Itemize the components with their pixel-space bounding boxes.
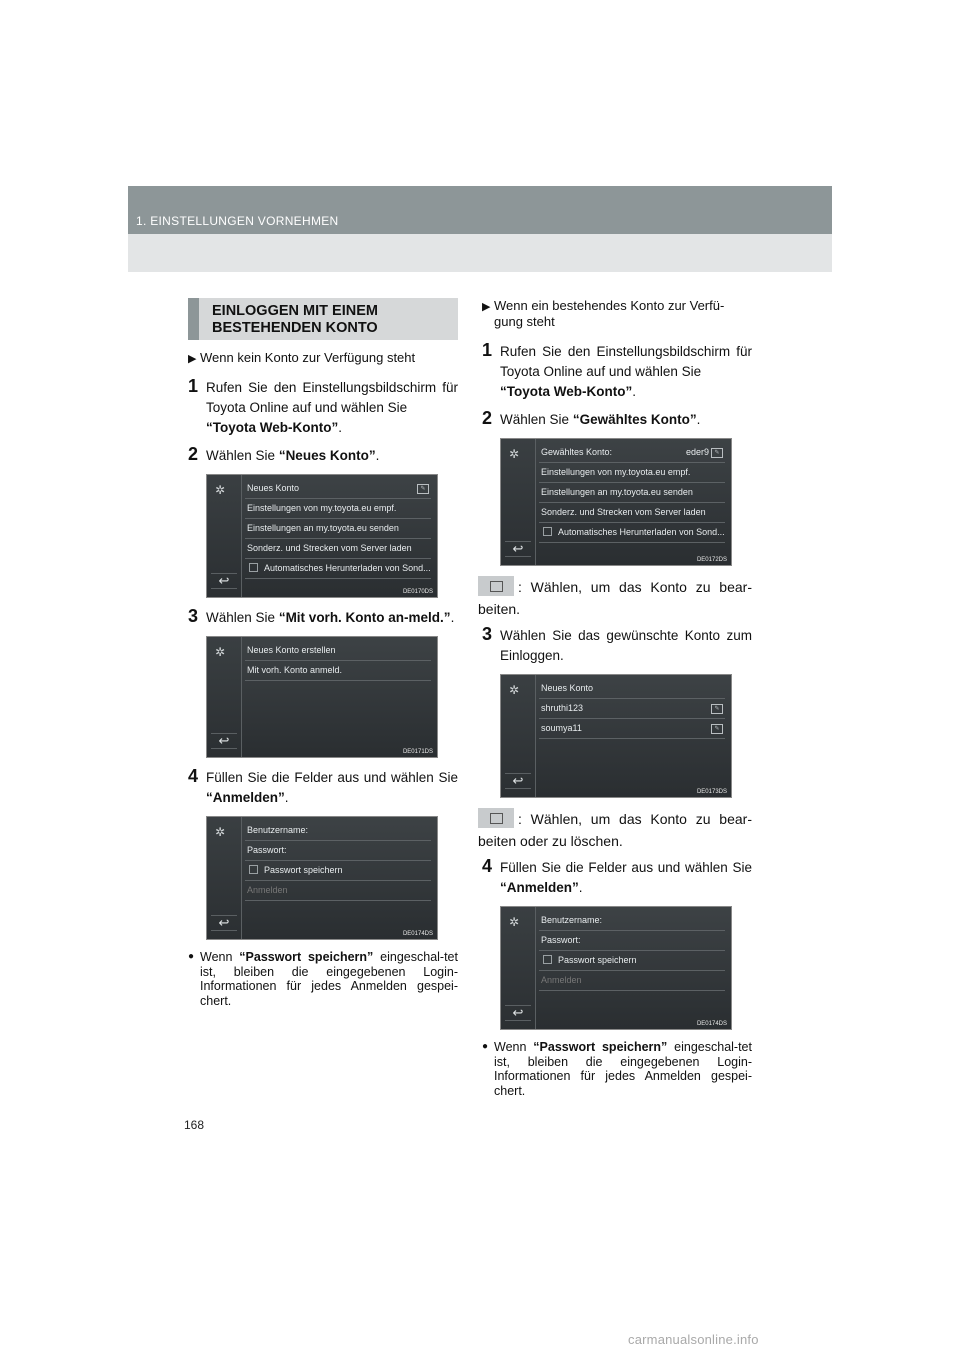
step-3: 3 Wählen Sie “Mit vorh. Konto an-meld.”. bbox=[188, 606, 455, 626]
edit-icon[interactable]: ✎ bbox=[417, 484, 429, 494]
screen-sidebar bbox=[207, 817, 242, 939]
screen-menu bbox=[245, 821, 431, 901]
checkbox-icon[interactable] bbox=[249, 563, 258, 572]
left-column bbox=[188, 298, 458, 1008]
step-number: 3 bbox=[482, 624, 493, 644]
screen-menu bbox=[539, 679, 725, 739]
screen-gewaehltes-konto bbox=[500, 438, 732, 566]
step-4: 4 Füllen Sie die Felder aus und wählen Sie “Anmelden”. bbox=[482, 856, 752, 895]
back-icon[interactable]: ↩ bbox=[211, 733, 237, 749]
step-number: 2 bbox=[188, 444, 199, 464]
back-icon[interactable]: ↩ bbox=[505, 773, 531, 789]
save-password-toggle[interactable]: Passwort speichern bbox=[245, 861, 431, 881]
step-bold: “Toyota Web-Konto” bbox=[206, 420, 339, 435]
step-text: Füllen Sie die Felder aus und wählen Sie bbox=[500, 860, 752, 875]
save-password-toggle[interactable]: Passwort speichern bbox=[539, 951, 725, 971]
step-number: 2 bbox=[482, 408, 493, 428]
username-field[interactable]: Benutzername: bbox=[539, 911, 725, 931]
screen-row[interactable]: Mit vorh. Konto anmeld. bbox=[245, 661, 431, 681]
condition-existing-account bbox=[482, 298, 752, 330]
step-text: Wählen Sie bbox=[500, 412, 570, 427]
edit-icon bbox=[478, 576, 514, 596]
step-bold: “Neues Konto” bbox=[278, 448, 376, 463]
screen-sidebar bbox=[207, 475, 242, 597]
step-text: Wählen Sie bbox=[206, 448, 276, 463]
figure-code: DE0170DS bbox=[402, 589, 433, 595]
connected-services-icon: ✲ bbox=[215, 483, 226, 497]
connected-services-icon: ✲ bbox=[509, 683, 520, 697]
step-text: Wählen Sie bbox=[206, 610, 276, 625]
screen-account-list bbox=[500, 674, 732, 798]
screen-sidebar bbox=[501, 907, 536, 1029]
header-bar bbox=[128, 186, 832, 234]
login-button[interactable]: Anmelden bbox=[245, 881, 431, 901]
screen-konto-erstellen bbox=[206, 636, 438, 758]
account-row[interactable]: shruthi123 ✎ bbox=[539, 699, 725, 719]
figure-code: DE0171DS bbox=[402, 749, 433, 755]
screen-neues-konto bbox=[206, 474, 438, 598]
section-heading-text: EINLOGGEN MIT EINEM BESTEHENDEN KONTO bbox=[212, 303, 378, 336]
checkbox-icon[interactable] bbox=[543, 527, 552, 536]
back-icon[interactable]: ↩ bbox=[211, 915, 237, 931]
step-bold: “Mit vorh. Konto an-meld.” bbox=[278, 610, 451, 625]
login-button[interactable]: Anmelden bbox=[539, 971, 725, 991]
password-field[interactable]: Passwort: bbox=[245, 841, 431, 861]
screen-sidebar bbox=[207, 637, 242, 757]
account-row[interactable]: soumya11 ✎ bbox=[539, 719, 725, 739]
password-field[interactable]: Passwort: bbox=[539, 931, 725, 951]
edit-explanation: : Wählen, um das Konto zu bear-beiten oder zu löschen. bbox=[478, 808, 752, 852]
checkbox-icon[interactable] bbox=[249, 865, 258, 874]
screen-menu bbox=[245, 641, 431, 681]
step-text: Füllen Sie die Felder aus und wählen Sie bbox=[206, 770, 458, 785]
screen-row[interactable]: Einstellungen von my.toyota.eu empf. bbox=[539, 463, 725, 483]
condition-no-account bbox=[188, 350, 458, 366]
connected-services-icon: ✲ bbox=[215, 825, 226, 839]
connected-services-icon: ✲ bbox=[215, 645, 226, 659]
edit-icon bbox=[478, 808, 514, 828]
screen-menu bbox=[539, 911, 725, 991]
screen-row[interactable]: Neues Konto ✎ bbox=[245, 479, 431, 499]
step-number: 4 bbox=[482, 856, 493, 876]
screen-login bbox=[206, 816, 438, 940]
note: ● Wenn “Passwort speichern” eingeschal-tet ist, bleiben die eingegebenen Login-Informationen für jedes Anmelden gespei-chert. bbox=[482, 1040, 752, 1098]
step-4: 4 Füllen Sie die Felder aus und wählen Sie “Anmelden”. bbox=[188, 766, 458, 805]
bullet-dot-icon: ● bbox=[188, 951, 195, 962]
screen-row[interactable]: Einstellungen an my.toyota.eu senden bbox=[539, 483, 725, 503]
condition-text: Wenn ein bestehendes Konto zur Verfü-gung steht bbox=[494, 298, 725, 329]
step-3 bbox=[482, 626, 752, 666]
section-heading bbox=[188, 298, 458, 340]
screen-row[interactable]: Automatisches Herunterladen von Sond... bbox=[245, 559, 431, 579]
header-band bbox=[128, 234, 832, 272]
section-title: 1. EINSTELLUNGEN VORNEHMEN bbox=[136, 214, 339, 228]
bullet-dot-icon: ● bbox=[482, 1041, 489, 1052]
figure-code: DE0174DS bbox=[696, 1021, 727, 1027]
edit-icon[interactable]: ✎ bbox=[711, 724, 723, 734]
back-icon[interactable]: ↩ bbox=[211, 573, 237, 589]
screen-menu bbox=[539, 443, 725, 543]
screen-menu bbox=[245, 479, 431, 579]
screen-login bbox=[500, 906, 732, 1030]
step-bold: “Anmelden” bbox=[500, 880, 579, 895]
screen-sidebar bbox=[501, 439, 536, 565]
step-2: 2 Wählen Sie “Neues Konto”. bbox=[188, 444, 380, 464]
username-field[interactable]: Benutzername: bbox=[245, 821, 431, 841]
step-number: 1 bbox=[482, 340, 493, 360]
screen-row[interactable]: Einstellungen von my.toyota.eu empf. bbox=[245, 499, 431, 519]
step-number: 3 bbox=[188, 606, 199, 626]
note: ● Wenn “Passwort speichern” eingeschal-tet ist, bleiben die eingegebenen Login-Informationen für jedes Anmelden gespei-chert. bbox=[188, 950, 458, 1008]
step-text: Rufen Sie den Einstellungsbildschirm für Toyota Online auf und wählen Sie bbox=[500, 344, 752, 379]
account-name: eder9 bbox=[685, 447, 709, 457]
step-number: 4 bbox=[188, 766, 199, 786]
screen-row[interactable]: Neues Konto bbox=[539, 679, 725, 699]
step-bold: “Anmelden” bbox=[206, 790, 285, 805]
connected-services-icon: ✲ bbox=[509, 447, 520, 461]
screen-sidebar bbox=[501, 675, 536, 797]
step-bold: “Toyota Web-Konto” bbox=[500, 384, 633, 399]
page-number: 168 bbox=[184, 1118, 205, 1132]
step-bold: “Gewähltes Konto” bbox=[572, 412, 697, 427]
screen-row[interactable]: Neues Konto erstellen bbox=[245, 641, 431, 661]
screen-row[interactable]: Einstellungen an my.toyota.eu senden bbox=[245, 519, 431, 539]
step-1: 1 Rufen Sie den Einstellungsbildschirm für Toyota Online auf und wählen Sie “Toyota Web-Konto”. bbox=[188, 376, 458, 435]
right-column bbox=[478, 298, 752, 1098]
triangle-bullet-icon: ▶ bbox=[482, 301, 491, 313]
checkbox-icon[interactable] bbox=[543, 955, 552, 964]
step-1: 1 Rufen Sie den Einstellungsbildschirm für Toyota Online auf und wählen Sie “Toyota Web-Konto”. bbox=[482, 340, 752, 399]
figure-code: DE0173DS bbox=[696, 789, 727, 795]
figure-code: DE0172DS bbox=[696, 557, 727, 563]
watermark: carmanualsonline.info bbox=[628, 1332, 759, 1347]
figure-code: DE0174DS bbox=[402, 931, 433, 937]
edit-explanation: : Wählen, um das Konto zu bear-beiten. bbox=[478, 576, 752, 620]
screen-row[interactable]: Sonderz. und Strecken vom Server laden bbox=[539, 503, 725, 523]
back-icon[interactable]: ↩ bbox=[505, 1005, 531, 1021]
screen-row[interactable]: Gewähltes Konto: eder9 ✎ bbox=[539, 443, 725, 463]
screen-row[interactable]: Sonderz. und Strecken vom Server laden bbox=[245, 539, 431, 559]
step-text: Rufen Sie den Einstellungsbildschirm für Toyota Online auf und wählen Sie bbox=[206, 380, 458, 415]
triangle-bullet-icon: ▶ bbox=[188, 353, 197, 365]
connected-services-icon: ✲ bbox=[509, 915, 520, 929]
step-number: 1 bbox=[188, 376, 199, 396]
edit-icon[interactable]: ✎ bbox=[711, 704, 723, 714]
screen-row[interactable]: Automatisches Herunterladen von Sond... bbox=[539, 523, 725, 543]
step-2: 2 Wählen Sie “Gewähltes Konto”. bbox=[482, 408, 701, 428]
back-icon[interactable]: ↩ bbox=[505, 541, 531, 557]
edit-icon[interactable]: ✎ bbox=[711, 448, 723, 458]
condition-text: Wenn kein Konto zur Verfügung steht bbox=[200, 350, 416, 365]
step-text: Wählen Sie das gewünschte Konto zum Einloggen. bbox=[500, 628, 752, 663]
